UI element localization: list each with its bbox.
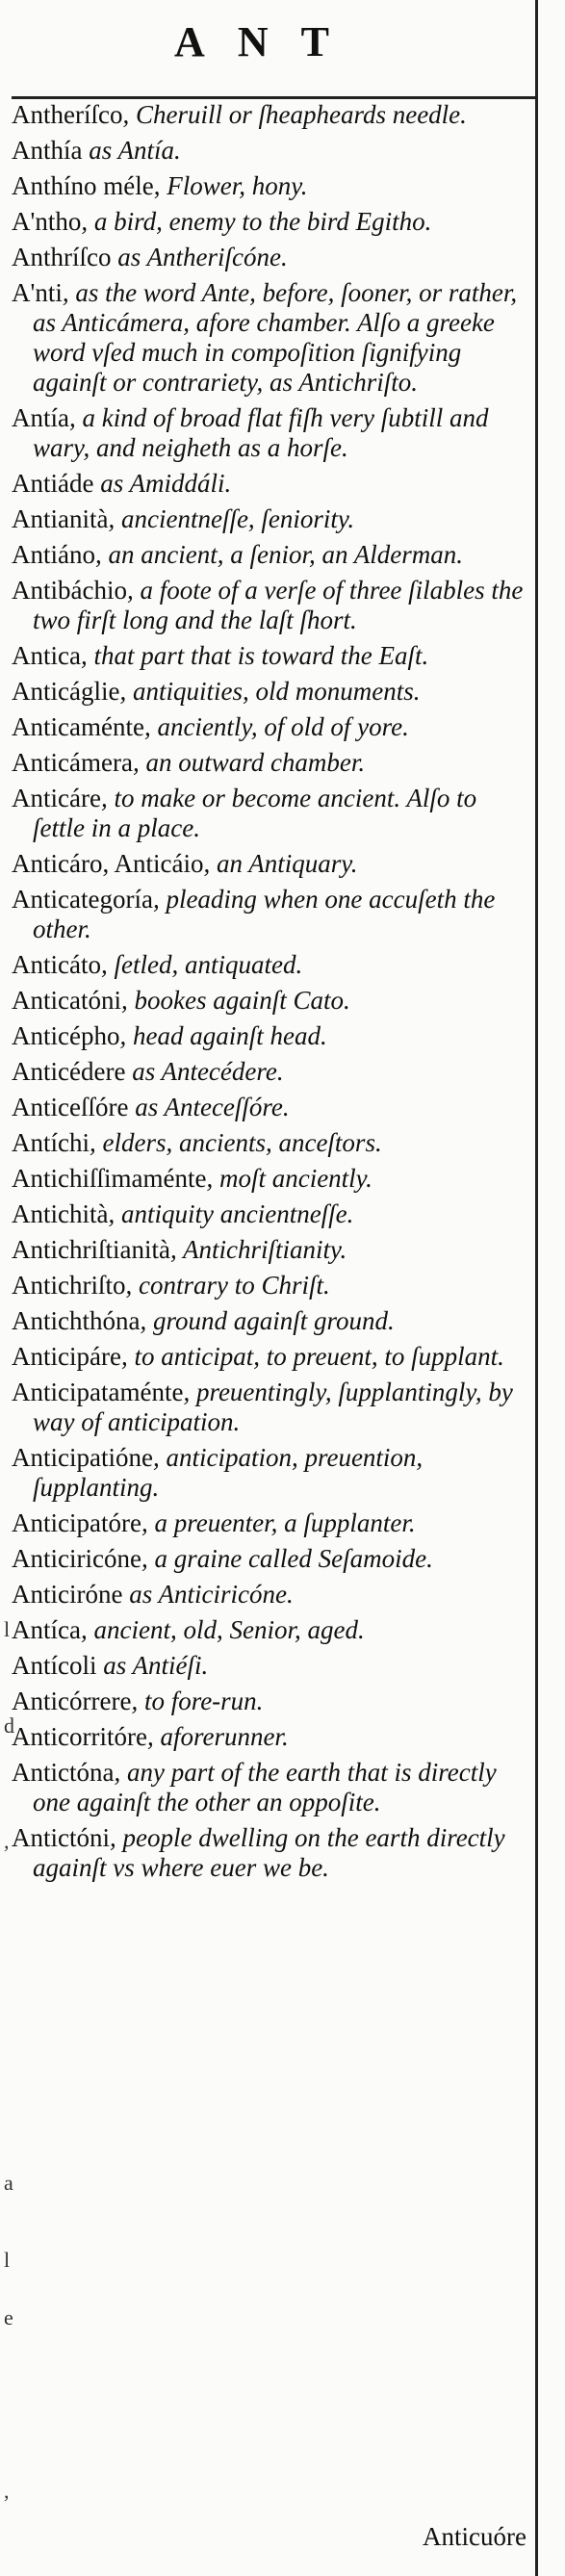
gutter-mark: , (4, 1829, 10, 1853)
entry-headword: Antichriſto (12, 1271, 126, 1300)
entry-headword: Anticiricóne (12, 1544, 141, 1573)
entry-definition: , Antichriſtianity. (169, 1235, 347, 1264)
dictionary-entry (12, 576, 530, 635)
entry-definition: , moſt anciently. (206, 1164, 372, 1193)
dictionary-entry (12, 1128, 530, 1158)
gutter-mark: e (4, 2306, 13, 2330)
entry-definition: , aforerunner. (146, 1722, 289, 1751)
dictionary-entry (12, 1021, 530, 1051)
entry-headword: Anticáre (12, 784, 101, 812)
dictionary-entry (12, 243, 530, 272)
entry-headword: Anticámera (12, 748, 133, 777)
dictionary-entry (12, 1164, 530, 1194)
entry-headword: Antichriſtianità (12, 1235, 170, 1264)
header-rule (12, 96, 536, 99)
entry-headword: Anticáro, Anticáio (12, 849, 204, 878)
entry-definition: , ſetled, antiquated. (100, 950, 303, 979)
entry-definition: as Amiddáli. (93, 469, 232, 498)
entry-headword: Anthía (12, 136, 83, 165)
entry-definition: , to anticipat, to preuent, to ſupplant. (120, 1342, 504, 1371)
dictionary-entry (12, 1271, 530, 1301)
entry-definition: , antiquity ancientneſſe. (108, 1199, 354, 1228)
dictionary-entry (12, 1057, 530, 1087)
dictionary-entry (12, 1722, 530, 1752)
entry-headword: Antichiſſimaménte (12, 1164, 207, 1193)
entry-headword: Antica (12, 641, 81, 670)
entry-headword: Antíca (12, 1615, 81, 1644)
entry-definition: , contrary to Chriſt. (125, 1271, 330, 1300)
entry-definition: , anciently, of old of yore. (143, 712, 409, 741)
entry-definition: , ancient, old, Senior, aged. (80, 1615, 365, 1644)
entry-definition: as Antecédere. (125, 1057, 284, 1086)
entry-definition: , an ancient, a ſenior, an Alderman. (95, 540, 463, 569)
dictionary-entry (12, 712, 530, 742)
entry-headword: Anticórrere (12, 1687, 132, 1715)
entry-definition: as Anteceſſóre. (128, 1093, 290, 1121)
entry-headword: Anticipataménte (12, 1378, 184, 1406)
dictionary-entry (12, 540, 530, 570)
dictionary-entry (12, 136, 530, 166)
entry-definition: Flower, hony. (160, 171, 308, 200)
dictionary-entry (12, 677, 530, 707)
entry-definition: , that part that is toward the Eaſt. (80, 641, 429, 670)
page-header: ANT (174, 18, 362, 65)
entry-headword: Antictóna (12, 1758, 115, 1787)
entry-definition: , to make or become ancient. Alſo to ſettle in a place. (33, 784, 477, 842)
dictionary-entry (12, 1508, 530, 1538)
entry-definition: as Antheriſcóne. (111, 243, 288, 271)
dictionary-entry (12, 1615, 530, 1645)
dictionary-entry (12, 504, 530, 534)
dictionary-entry (12, 1580, 530, 1610)
dictionary-entry (12, 1342, 530, 1372)
entry-headword: Antícoli (12, 1651, 97, 1680)
entry-definition: , Cheruill or ſheapheards needle. (122, 100, 467, 129)
entry-definition: , a kind of broad flat fiſh very ſubtill and wary, and neigheth as a horſe. (33, 403, 489, 462)
entry-definition: , pleading when one accuſeth the other. (33, 885, 496, 943)
dictionary-entry (12, 278, 530, 398)
dictionary-entry (12, 469, 530, 499)
dictionary-entry (12, 1093, 530, 1122)
entry-headword: Anticédere (12, 1057, 126, 1086)
entry-headword: Antictóni (12, 1823, 110, 1852)
column-rule (535, 0, 538, 2576)
entry-headword: Antheríſco (12, 100, 123, 129)
entry-headword: Anticatóni (12, 986, 121, 1015)
entry-headword: Antibáchio (12, 576, 127, 605)
entry-headword: Anticáglie (12, 677, 120, 706)
dictionary-entry (12, 1544, 530, 1574)
entry-headword: Anticaménte (12, 712, 144, 741)
entry-headword: Anticeſſóre (12, 1093, 129, 1121)
entry-definition: , an Antiquary. (203, 849, 358, 878)
entry-headword: Antichità (12, 1199, 109, 1228)
entry-definition: as Antía. (82, 136, 181, 165)
gutter-mark: l (4, 1617, 11, 1641)
entry-definition: , as the word Ante, before, ſooner, or rather, as Anticámera, afore chamber. Alſo a greeke word vſed much in compoſition ſignifying againſt or contrariety, as Antichriſto. (33, 278, 518, 397)
entry-definition: , a preuenter, a ſupplanter. (141, 1508, 416, 1537)
gutter-mark: , (4, 2479, 10, 2503)
entry-headword: Anticáto (12, 950, 101, 979)
dictionary-entry (12, 171, 530, 201)
dictionary-entry (12, 100, 530, 130)
gutter-mark: a (4, 2171, 13, 2195)
entry-definition: , to fore-run. (131, 1687, 264, 1715)
entry-definition: , ancientneſſe, ſeniority. (108, 504, 355, 533)
dictionary-entry (12, 207, 530, 237)
entry-headword: A'nti (12, 278, 63, 307)
dictionary-entry (12, 1378, 530, 1437)
entry-headword: Anticorritóre (12, 1722, 147, 1751)
entry-headword: Anticipatóre (12, 1508, 141, 1537)
entry-headword: Anticépho (12, 1021, 120, 1050)
entry-definition: , preuentingly, ſupplantingly, by way of anticipation. (33, 1378, 513, 1436)
entry-definition: as Anticiricóne. (122, 1580, 294, 1609)
dictionary-entry (12, 1651, 530, 1681)
catchword: Anticuóre (423, 2522, 526, 2551)
entry-definition: , a bird, enemy to the bird Egitho. (81, 207, 432, 236)
dictionary-entry (12, 950, 530, 980)
entry-headword: Antichthóna (12, 1306, 141, 1335)
entry-headword: Antiáno (12, 540, 95, 569)
entry-definition: , anticipation, preuention, ſupplanting. (33, 1443, 424, 1502)
entry-headword: Antíchi (12, 1128, 90, 1157)
entry-headword: Anticategoría (12, 885, 153, 914)
dictionary-entry (12, 403, 530, 463)
dictionary-entry (12, 1306, 530, 1336)
entry-definition: , people dwelling on the earth directly againſt vs where euer we be. (33, 1823, 505, 1882)
entry-headword: A'ntho (12, 207, 82, 236)
entry-definition: as Antiéſi. (96, 1651, 209, 1680)
dictionary-entry (12, 885, 530, 944)
entry-definition: , a foote of a verſe of three ſilables the two firſt long and the laſt ſhort. (33, 576, 524, 634)
entry-headword: Anticipatióne (12, 1443, 153, 1472)
entry-headword: Anticipáre (12, 1342, 121, 1371)
entry-definition: , antiquities, old monuments. (119, 677, 421, 706)
entry-headword: Antianità (12, 504, 109, 533)
entry-definition: , any part of the earth that is directly one againſt the other an oppoſite. (33, 1758, 497, 1816)
entry-headword: Anthíno méle, (12, 171, 161, 200)
dictionary-entry (12, 1443, 530, 1503)
dictionary-entry (12, 1199, 530, 1229)
entry-definition: , elders, ancients, anceſtors. (90, 1128, 382, 1157)
gutter-mark: l (4, 2248, 11, 2272)
entry-definition: , an outward chamber. (132, 748, 366, 777)
dictionary-entry (12, 1823, 530, 1883)
entry-definition: , a graine called Seſamoide. (141, 1544, 433, 1573)
entry-definition: , head againſt head. (119, 1021, 327, 1050)
dictionary-entry (12, 784, 530, 843)
entry-headword: Anthríſco (12, 243, 112, 271)
dictionary-entry (12, 1235, 530, 1265)
dictionary-entry (12, 849, 530, 879)
gutter-mark: d (4, 1713, 14, 1738)
entry-headword: Antía (12, 403, 69, 432)
dictionary-entry (12, 641, 530, 671)
entry-headword: Anticiróne (12, 1580, 123, 1609)
entry-list (12, 100, 530, 1889)
entry-definition: , ground againſt ground. (140, 1306, 395, 1335)
dictionary-entry (12, 986, 530, 1016)
entry-headword: Antiáde (12, 469, 94, 498)
dictionary-entry (12, 1687, 530, 1716)
dictionary-entry (12, 1758, 530, 1817)
dictionary-entry (12, 748, 530, 778)
entry-definition: , bookes againſt Cato. (120, 986, 350, 1015)
